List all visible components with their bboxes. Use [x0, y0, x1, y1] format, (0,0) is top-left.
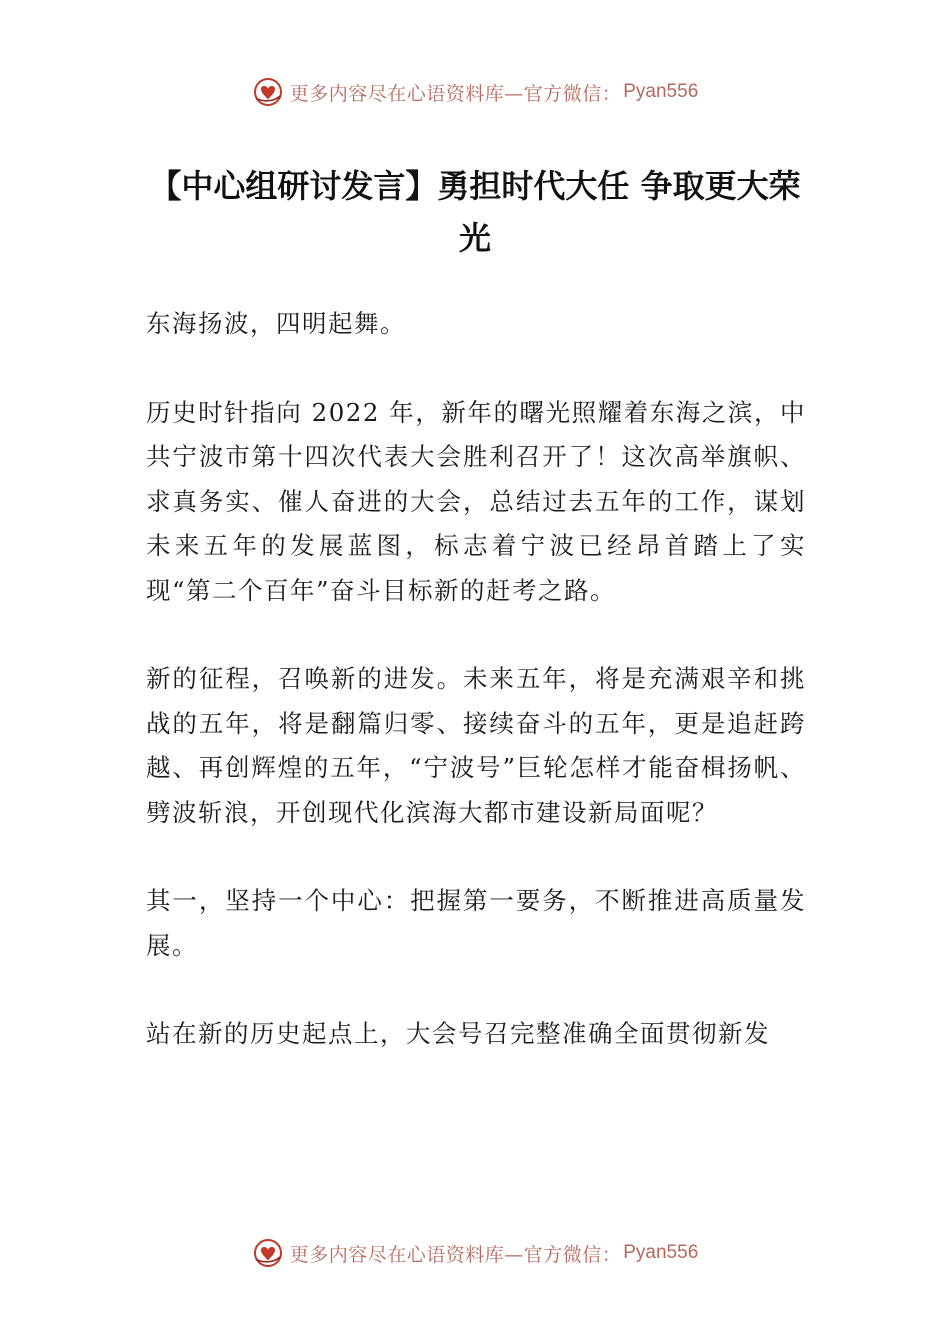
- banner-wechat-id: Pyan556: [623, 81, 699, 102]
- heart-swirl-logo-icon: [252, 76, 284, 108]
- banner-text: 更多内容尽在心语资料库—官方微信：: [289, 1243, 622, 1266]
- paragraph: 站在新的历史起点上，大会号召完整准确全面贯彻新发: [146, 1019, 770, 1048]
- header-banner: [0, 72, 950, 112]
- banner-text: 更多内容尽在心语资料库—官方微信：: [289, 82, 622, 105]
- paragraph: 其一，坚持一个中心：把握第一要务，不断推进高质量发展。: [146, 886, 806, 960]
- paragraph: 东海扬波，四明起舞。: [146, 309, 406, 338]
- document-title: 【中心组研讨发言】勇担时代大任 争取更大荣光: [149, 167, 801, 257]
- heart-swirl-logo-icon: [252, 1237, 284, 1269]
- paragraph: 历史时针指向 2022 年，新年的曙光照耀着东海之滨，中共宁波市第十四次代表大会胜利召开了！这次高举旗帜、求真务实、催人奋进的大会，总结过去五年的工作，谋划未来五年的发展蓝图，标志着宁波已经昂首踏上了实现“第二个百年”奋斗目标新的赶考之路。: [146, 397, 806, 605]
- paragraph: 新的征程，召唤新的进发。未来五年，将是充满艰辛和挑战的五年，将是翻篇归零、接续奋斗的五年，更是追赶跨越、再创辉煌的五年，“宁波号”巨轮怎样才能奋楫扬帆、劈波斩浪，开创现代化滨海大都市建设新局面呢？: [146, 664, 806, 827]
- document-body: [146, 302, 806, 1101]
- footer-banner: [0, 1233, 950, 1273]
- banner-wechat-id: Pyan556: [623, 1242, 699, 1263]
